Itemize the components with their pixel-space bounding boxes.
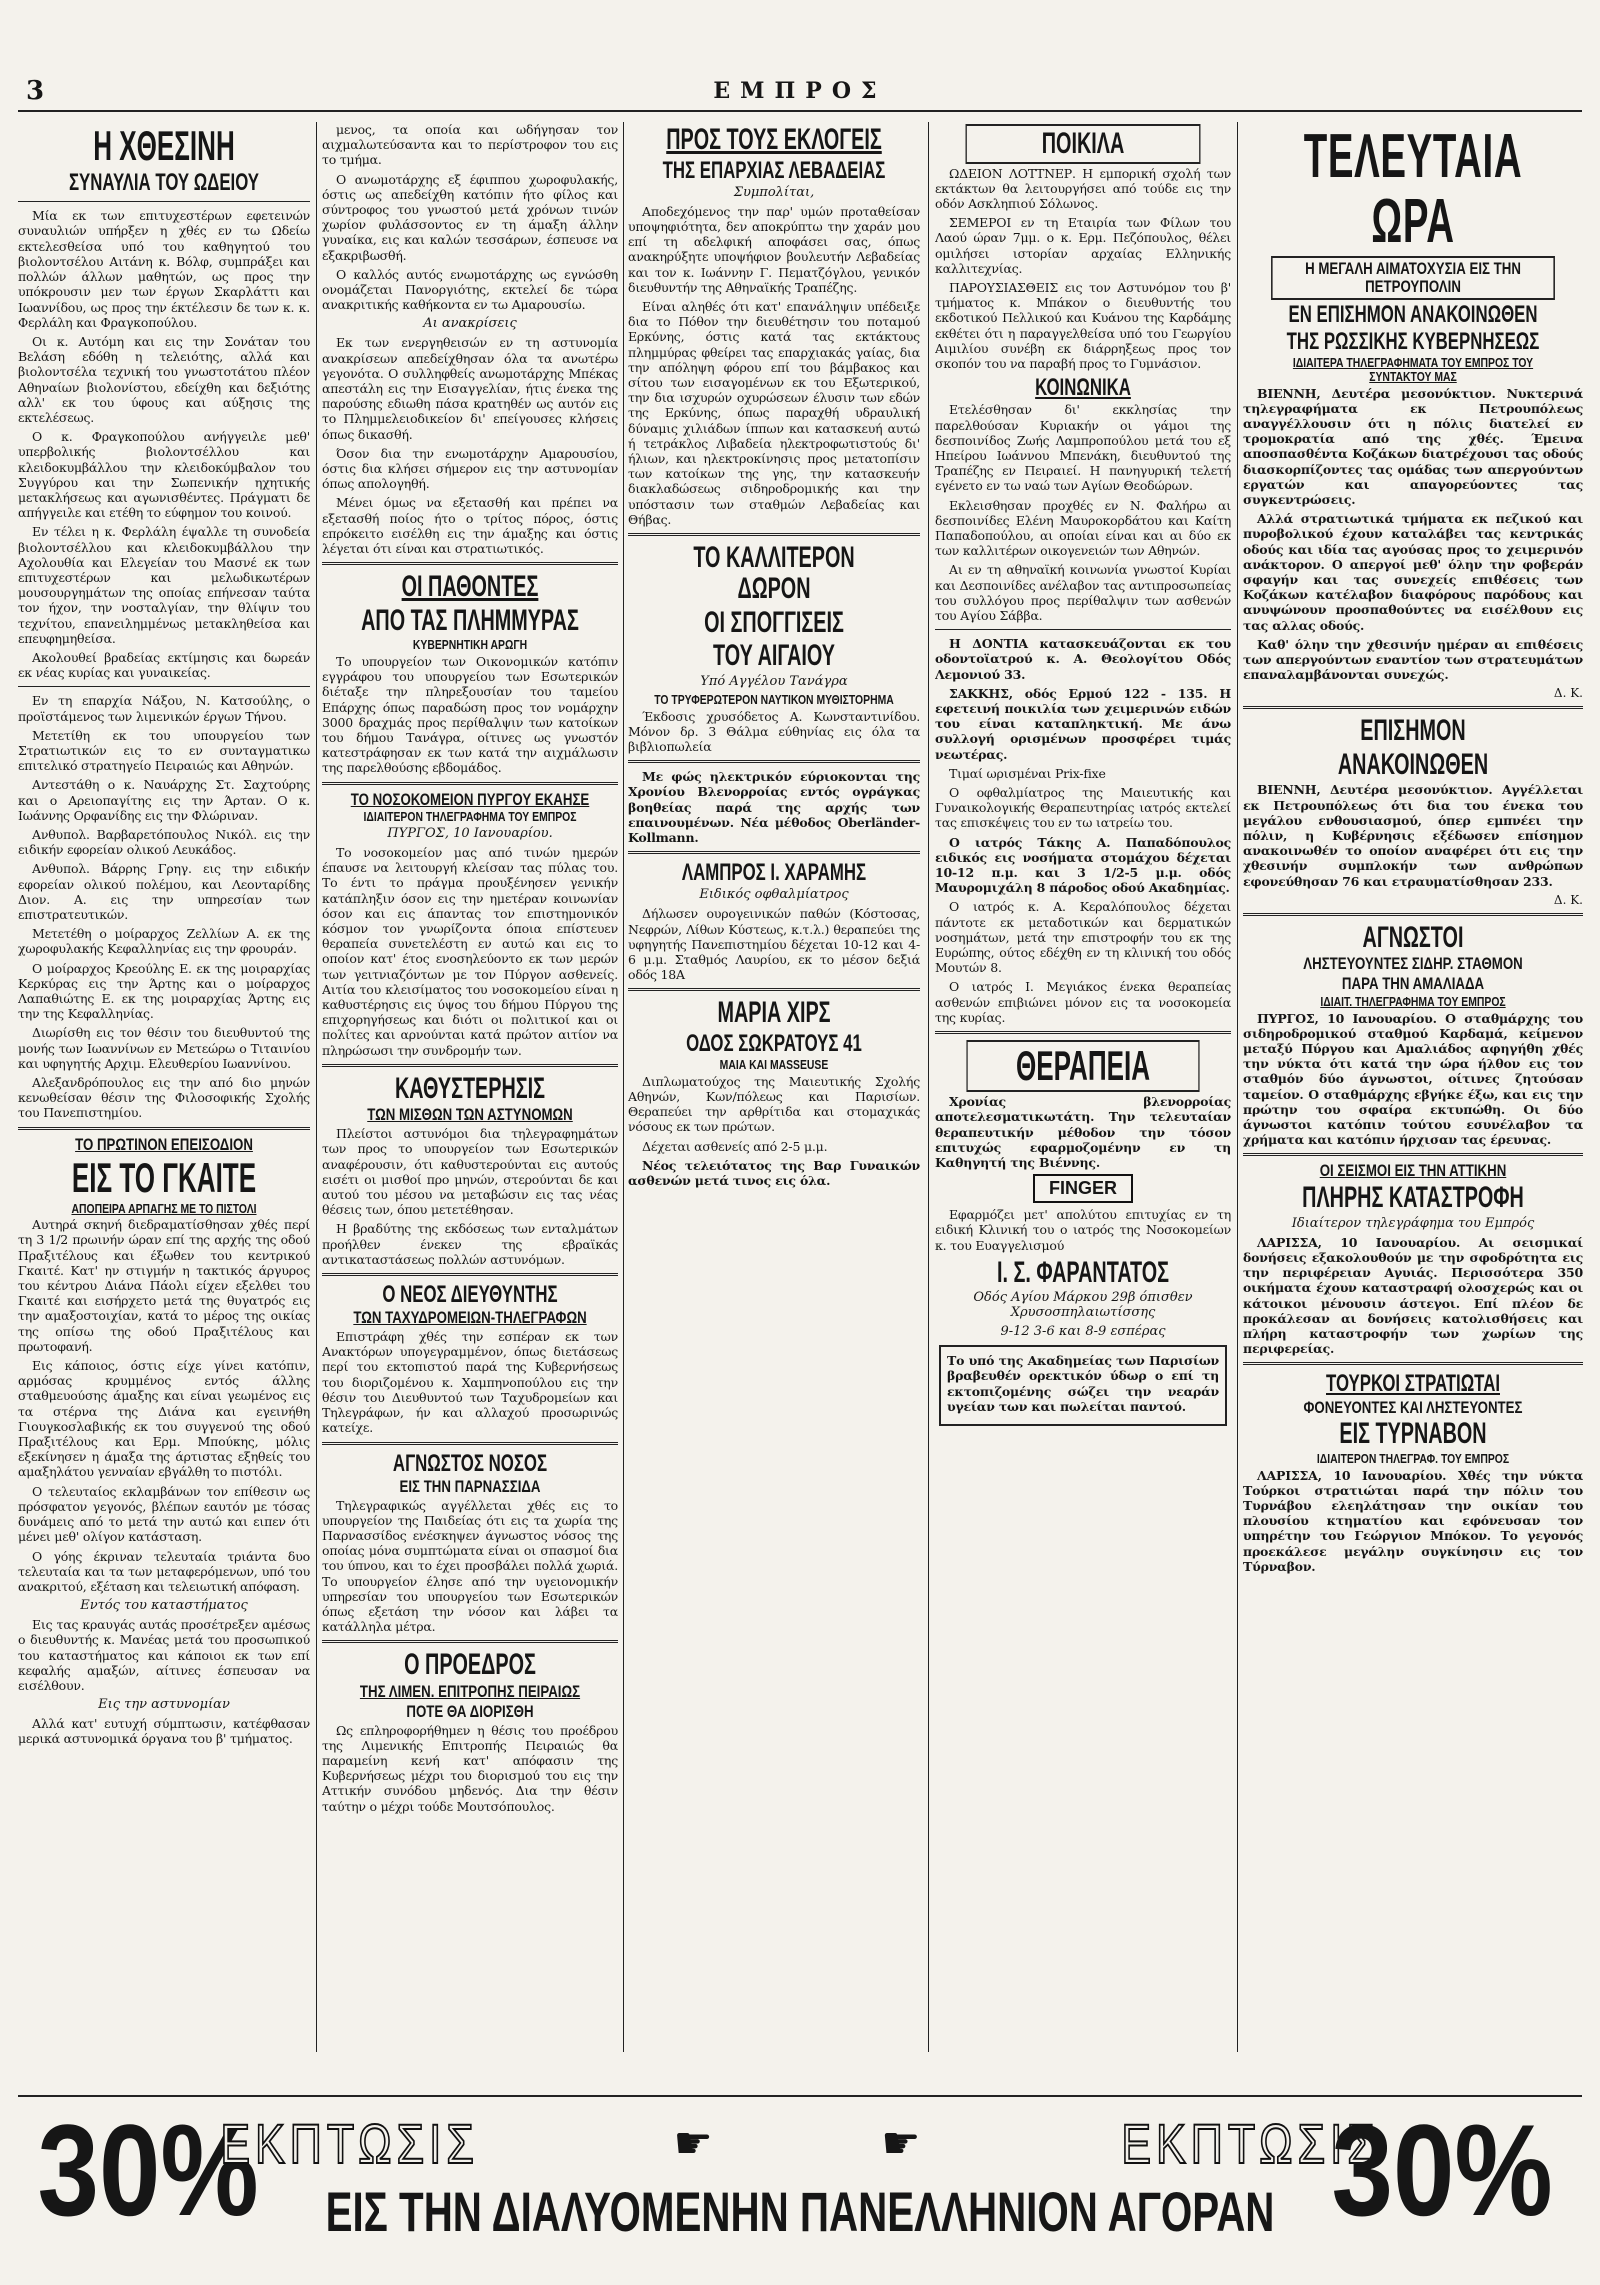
column-5 <box>1243 122 1583 2052</box>
paragraph: Αλλά στρατιωτικά τμήματα εκ πεζικού και πυροβολικού έχουν καταλάβει τας κεντρικάς οδούς και ιδία τας αγούσας προς το χειμερινόν ανάκτορον. Ο απεργοί μεθ' όλην την φοβεράν σφαγήν και τας συνεχείς επιθέσεις των Κοζάκων κατέλαβον διαφόρους παρόδους και ανυψώνουν προσπαθούντες να εισέλθουν εις τας αλλας οδούς. <box>1243 511 1583 633</box>
headline: ΤΟΥ ΑΙΓΑΙΟΥ <box>713 639 835 673</box>
kicker: Ειδικός οφθαλμίατρος <box>699 887 849 903</box>
article-body <box>18 1217 310 1746</box>
paragraph: Δήλωσεν ουρογεινικών παθών (Κόστοσας, Νεφρών, Λίθων Κύστεως, κ.τ.λ.) θεραπεύει της υφηγητής Πανεπιστημίου δέχεται 10-12 και 4-6 μ.μ. Σταθμός Λαυρίου, εκ το μέσον δεξιά οδός 18Α <box>628 906 920 983</box>
kicker: ΙΔΙΑΙΤΕΡΟΝ ΤΗΛΕΓΡΑΦ. ΤΟΥ ΕΜΠΡΟΣ <box>1316 1450 1510 1466</box>
author-line: Υπό Αγγέλου Τανάγρα <box>700 673 848 689</box>
paragraph: Διωρίσθη εις τον θέσιν του διευθυντού της μονής των Ιωαννίνων εν Μετεώρω ο Τιταινίου και υφηγητής Αρχιμ. Ελευθερίου Ιωαννίνου. <box>18 1025 310 1071</box>
headline: ΘΕΡΑΠΕΙΑ <box>966 1040 1199 1092</box>
banner-line-1 <box>188 2111 1412 2176</box>
headline: ΕΠΙΣΗΜΟΝ <box>1360 714 1466 748</box>
headline: ΠΡΟΣ ΤΟΥΣ ΕΚΛΟΓΕΙΣ <box>666 123 882 156</box>
paragraph: Αλλά κατ' ευτυχή σύμπτωσιν, κατέφθασαν μερικά αστυνομικά όργανα του β' τμήματος. <box>18 1716 310 1747</box>
headline: ΕΙΣ ΤΟ ΓΚΑΙΤΕ <box>71 1153 257 1201</box>
discount-word-right: ΕΚΠΤΩΣΙΣ <box>1121 2112 1380 2175</box>
subheadline: ΤΗΣ ΕΠΑΡΧΙΑΣ ΛΕΒΑΔΕΙΑΣ <box>662 156 886 184</box>
paragraph: ΠΑΡΟΥΣΙΑΣΘΕΙΣ εις τον Αστυνόμον του β' τμήματος κ. Μπάκον ο διευθυντής του εκδοτικού Πελλικού και Κυάνου της Καρδάμης εκθέτει ότι η παραγγελθείσα υπό του Γεωργίου Αιμιλίου συνέβη εκ διάρρηξεως προς τον σκοπόν του να παραβή προς το Γυμνάσιον. <box>935 279 1231 371</box>
paragraph: Εκλεισθησαν προχθές εν Ν. Φαλήρω αι δεσποινίδες Ελένη Μαυροκορδάτου και Καίτη Παπαδοπούλου, αι οποίαι είναι και αι δύο εκ των καλλιτέρων οικογενειών των Αθηνών. <box>935 497 1231 559</box>
subheadline: ΕΙΣ ΤΥΡΝΑΒΟΝ <box>1339 1417 1487 1451</box>
paragraph: Καθ' όλην την χθεσινήν ημέραν αι επιθέσεις των απεργούντων εναντίον των στρατευμάτων επαναλαμβάνονται συνεχώς. <box>1243 636 1583 683</box>
discount-word-left: ΕΚΠΤΩΣΙΣ <box>220 2112 479 2175</box>
subheadline: ΕΝ ΕΠΙΣΗΜΟΝ ΑΝΑΚΟΙΝΩΘΕΝ <box>1288 300 1538 328</box>
column-2 <box>322 122 618 2052</box>
paragraph: ΣΕΜΕΡΟΙ εν τη Εταιρία των Φίλων του Λαού ώραν 7μμ. ο κ. Ερμ. Πεζόπουλος, θέλει ομιλήσει ιστορίαν αρχαίας Ελληνικής καλλιτεχνίας. <box>935 215 1231 276</box>
newspaper-title: ΕΜΠΡΟΣ <box>713 78 887 104</box>
paragraph: Αυτηρά σκηνή διεδραματίσθησαν χθές περί τη 3 1/2 πρωινήν ώραν επί της αρχής της οδού Πραξιτέλους και έξωθεν του κεντρικού Γκαιτέ. Κατ' ην στιγμήν η τακτικός άργυρος του κέντρου Διάνα Πάολι είχεν εξελθει του Γκαιτέ και εισήρχετο μετά της θυγατρός εις την αμαξοστοιχίαν, κατά το μέρος της οικίας της οπίσω της οδού Πραξιτέλους και πρωτοφανή. <box>18 1217 310 1354</box>
column-rule <box>1237 122 1238 2052</box>
headline: ΑΓΝΩΣΤΟΣ ΝΟΣΟΣ <box>392 1449 548 1477</box>
column-rule <box>316 122 317 2052</box>
classified-ad: Ο ιατρός κ. Α. Κεραλόπουλος δέχεται πάντοτε εκ μεταδοτικών και δερματικών νοσημάτων, μετά την επιστροφήν του εκ της Ευρώπης, ούτος εδέχθη εν τη κλινική του οδός Μουτών 8. <box>935 899 1231 976</box>
paragraph: Ο γόης έκριναν τελευταία τριάντα δυο τελευταία και τα των μεταφερόμενων, υπό του ανακριτού, εξέταση και τελειωτική απόφαση. <box>18 1548 310 1594</box>
headline: ΤΟ ΚΑΛΛΙΤΕΡΟΝ ΔΩΡΟΝ <box>693 540 855 606</box>
article-body <box>18 208 310 680</box>
salutation: Συμπολίται, <box>733 184 815 200</box>
paragraph: Πλείστοι αστυνόμοι δια τηλεγραφημάτων των προς το υπουργείον των Εσωτερικών αναφέρουσιν, ότι καθυστερούνται εις αυτούς εισέτι οι μισθοί προ μηνών, στερούνται δε και αυτού του μέσου να μεταβώσιν εις τας νέας θέσεις των, όπου μετετέθησαν. <box>322 1126 618 1218</box>
headline: ΟΙ ΣΕΙΣΜΟΙ ΕΙΣ ΤΗΝ ΑΤΤΙΚΗΝ <box>1319 1161 1507 1181</box>
paragraph: Τηλεγραφικώς αγγέλλεται χθές εις το υπουργείον της Παιδείας ότι εις τα χωρία της Παρνασσίδος ενέσκηψεν άγνωστος νόσος της οποίας μόνα συμπτώματα είναι οι σπασμοί δια του ύπνου, και το έχει προσβάλει πολλά χωριά. Το υπουργείον έλησε από την υγειονομικήν υπηρεσίαν του υπουργείου των Εσωτερικών όπως εξετάση την νόσον και λάβει τα κατάλληλα μέτρα. <box>322 1497 618 1635</box>
discount-percent-right: 30% <box>1331 2097 1553 2243</box>
subheadline: Η ΜΕΓΑΛΗ ΑΙΜΑΤΟΧΥΣΙΑ ΕΙΣ ΤΗΝ ΠΕΤΡΟΥΠΟΛΙΝ <box>1271 256 1555 300</box>
classified-ad: Τιμαί ωρισμέναι Prix-fixe <box>949 765 1106 781</box>
finger-label: FINGER <box>1033 1174 1133 1203</box>
headline: Ο ΝΕΟΣ ΔΙΕΥΘΥΝΤΗΣ <box>382 1281 558 1309</box>
paragraph: Ως επληροφορήθημεν η θέσις του προέδρου της Λιμενικής Επιτροπής Πειραιώς θα παραμείνη κενή κατ' απόφασιν της Κυβερνήσεως μέχρι του διορισμού του εις την Αττικήν συνόδου μηδενός. Δια την θέσιν ταύτην ο μέχρι τούδε Μουτσόπουλος. <box>322 1722 618 1814</box>
paragraph: Ανθυπολ. Βάρρης Γρηγ. εις την ειδικήν εφορείαν ολικού πολέμου, και Λεονταρίδης Διον. Α. εις την υπηρεσίαν των επιστρατευτικών. <box>18 861 310 923</box>
kicker: ΜΑΙΑ ΚΑΙ MASSEUSE <box>719 1057 829 1073</box>
paragraph: Εν τη επαρχία Νάξου, Ν. Κατσούλης, ο προϊστάμενος των λιμενικών έργων Τήνου. <box>18 693 310 724</box>
subheadline: ΟΔΟΣ ΣΩΚΡΑΤΟΥΣ 41 <box>686 1029 862 1057</box>
paragraph: Αντεστάθη ο κ. Ναυάρχης Στ. Σαχτούρης και ο Αρειοπαγίτης εις την Άρταν. Ο κ. Ιωάννης Ορφανίδης εις την Φλώριναν. <box>18 777 310 823</box>
subheadline: ΣΥΝΑΥΛΙΑ ΤΟΥ ΩΔΕΙΟΥ <box>68 169 260 197</box>
paragraph: Το υπουργείον των Οικονομικών κατόπιν εγγράφου του υπουργείου των Εσωτερικών διέταξε την πληρεξουσίαν του ταμείου Επάρχης όπως παραδώση προς τον νομάρχην 3000 δραχμάς προς περίθαλψιν των κατοίκων του δήμου Τανάγρα, οίτινες ως γνωστόν κατεστράφησαν εκ των κατά την αιχμάλωσιν της παρελθούσης εβδομάδος. <box>322 653 618 776</box>
paragraph: ΒΙΕΝΝΗ, Δευτέρα μεσονύκτιον. Νυκτερινά τηλεγραφήματα εκ Πετρουπόλεως αναγγέλλουσιν ότι η πόλις διατελεί εν τρομοκρατία από της χθές. Έμεινα αποσπασθέντα Κοζάκων διατρέχουσι τας οδούς διασκορπίζοντες τας ομάδας των απεργούντων εργατών και απαγορεύοντες τας συγκεντρώσεις. <box>1243 385 1583 507</box>
paragraph: ΒΙΕΝΝΗ, Δευτέρα μεσονύκτιον. Αγγέλλεται εκ Πετρουπόλεως ότι δια του ένεκα του μεγάλου ενθουσιασμού, όπερ εμπνέει την πόλιν, η Κυβέρνησις εξέδωσεν επίσημον ανακοινωθέν το οποίον αναφέρει ότι εις την χθεσινήν συμπλοκήν των ανθρώπων εφονεύθησαν 76 και ετραυματίσθησαν 233. <box>1243 782 1583 889</box>
paragraph: Ο μοίραρχος Κρεούλης Ε. εκ της μοιραρχίας Κερκύρας εις την Άρτης και ο μοίραρχος Λαπαθιώτης Ε. εκ της μοιραρχίας Άρτης εις την της Κεφαλληνίας. <box>18 960 310 1022</box>
paragraph: Οι κ. Αυτόμη και εις την Σονάταν του Βελάση εδόθη η τελειότης, αλλά και βιολοντσέλα τεχνική του γνωστοτάτου πλέον Αθηναίων βιολονίστου, εδείχθη και δεξιότης αλλ' εκ του ύφους και αύξησις της εκτελέσεως. <box>18 333 310 425</box>
classified-ad: Ο ιατρός Ι. Μεγιάκος ένεκα θεραπείας ασθενών επιβιώνει μόνον εις τα νοσοκομεία της κυρίας. <box>935 979 1231 1025</box>
paragraph: Αλεξανδρόπουλος εις την από διο μηνών κενωθείσαν θέσιν της Φιλοσοφικής Σχολής του Πανεπιστημίου. <box>18 1075 310 1121</box>
headline: ΚΟΙΝΩΝΙΚΑ <box>1035 374 1131 402</box>
column-1 <box>18 122 310 2052</box>
dateline: ΠΥΡΓΟΣ, 10 Ιανουαρίου. <box>387 826 553 842</box>
headline: ΤΟ ΝΟΣΟΚΟΜΕΙΟΝ ΠΥΡΓΟΥ ΕΚΑΗΣΕ <box>350 789 590 809</box>
subheadline: ΑΠΟΠΕΙΡΑ ΑΡΠΑΓΗΣ ΜΕ ΤΟ ΠΙΣΤΟΛΙ <box>71 1200 257 1216</box>
paragraph: Όσον δια την ενωμοτάρχην Αμαρουσίου, όστις δια κλήσει σήμερον εις την αστυνομίαν όπως απολογηθή. <box>322 445 618 492</box>
paragraph: Μετετέθη ο μοίραρχος Ζελλίων Α. εκ της χωροφυλακής Κεφαλληνίας εις την φρουράν. <box>18 926 310 957</box>
pointing-hand-icon: ☛ <box>881 2119 927 2168</box>
page-number: 3 <box>26 76 45 106</box>
classified-ad: ΣΑΚΚΗΣ, οδός Ερμού 122 - 135. Η εφετεινή ποικιλία των χειμερινών ειδών του είναι καταπληκτική. Με άνω συλλογή ορισμένων προσφέρει τιμάς νεωτέρας. <box>935 685 1231 762</box>
paragraph: Νέος τελειότατος της Βαρ Γυναικών ασθενών μετά τινος εις όλα. <box>628 1157 920 1188</box>
doctor-name: Ι. Σ. ΦΑΡΑΝΤΑΤΟΣ <box>996 1255 1170 1289</box>
pointing-hand-icon: ☛ <box>673 2119 719 2168</box>
headline: ΤΕΛΕΥΤΑΙΑ ΩΡΑ <box>1303 122 1523 257</box>
paragraph: Ο κ. Φραγκοπούλου ανήγγειλε μεθ' υπερβολικής βιολοντσέλλου και κλειδοκυμβάλλου την κλειδοκύμβαλον του Συγγύρου και την Σωπενικήν ηχητικής μετακλήσεως και αγωνισθέντες. Πράγματι δε απήγγειλε και ετέθη το εύφημον του κοινού. <box>18 429 310 521</box>
paragraph: Διπλωματούχος της Μαιευτικής Σχολής Αθηνών, Κων/πόλεως και Παρισίων. Θεραπεύει την αρθρίτιδα και στομαχικάς νόσους εκ των πρώτων. <box>628 1073 920 1135</box>
paragraph: ΛΑΡΙΣΣΑ, 10 Ιανουαρίου. Χθές την νύκτα Τούρκοι στρατιώται παρά την πόλιν του Τυρνάβου ελεηλάτησαν την οικίαν του πλουσίου κτηματίου και εφόνευσαν τον υπηρέτην του Γεώργιον Μπόκον. Το γεγονός προεκάλεσε μεγάλην συγκίνησιν εις τον Τύρναβον. <box>1243 1467 1583 1574</box>
paragraph: Με φώς ηλεκτρικόν εύριοκονται της Χρονίου Βλενορροίας εντός ογράγκας βοηθείας παρά της αρχής των επαινουμένων. Νέα μέθοδος Oberländer-Kollmann. <box>628 769 920 846</box>
paragraph: ΛΑΡΙΣΣΑ, 10 Ιανουαρίου. Αι σεισμικαί δονήσεις εξακολουθούν με την σφοδρότητα εις την περιφέρειαν Αγυιάς. Περισσότερα 350 οικήματα έχουν καταστραφή ολοσχερώς και οι κάτοικοι μένουσιν άστεγοι. Επί πλέον δε προκάλεσαν αι δονήσεις κατολισθήσεις και πλήρη καταστροφήν των χωρίων της περιφερείας. <box>1243 1234 1583 1357</box>
paragraph: Χρονίας βλενορροίας αποτελεσματικωτάτη. Την τελευταίαν θεραπευτικήν μέθοδον την τόσον επιτυχώς εφαρμοζομένην εν τη Καθηγητή της Βιέννης. <box>935 1094 1231 1170</box>
paragraph: Είναι αληθές ότι κατ' επανάληψιν υπέδειξε δια το Πόθον την διευθέτησιν του ποταμού Ερκύνης, όστις κατά τας εκτάκτους πλημμύρας φθείρει τας επαρχιακάς γαίας, δια την απόληψη φόρου επί του βάμβακος και σίτου των εισαγομένων εκ του Εξωτερικού, την δια ισχυρών οχυρώσεων έλυσιν των εδών της Ερκύνης, όπως παραχθή υδραυλική δύναμις χιλιάδων ίππων και κατασκευή αυτώ ή τετράκλος Λιβαδεία ηλεκτροφωτιστούς δι' ήλιων, και ηλεκτροκίνησις προς μετατοπίσιν των κατοίκων της γης, την κατασκευήν διακλαδώσεως σιδηροδρομικής και την υπόστασιν των σταθμών Λεβαδείας και Θήβας. <box>628 298 920 527</box>
subheadline: ΦΟΝΕΥΟΝΤΕΣ ΚΑΙ ΛΗΣΤΕΥΟΝΤΕΣ <box>1303 1397 1523 1417</box>
column-rule <box>928 122 929 2052</box>
subheadline: ΤΗΣ ΛΙΜΕΝ. ΕΠΙΤΡΟΠΗΣ ΠΕΙΡΑΙΩΣ <box>359 1681 581 1701</box>
headline: ΚΑΘΥΣΤΕΡΗΣΙΣ <box>394 1071 546 1105</box>
bottom-banner-ad <box>18 2095 1582 2247</box>
ad-box <box>939 1345 1227 1426</box>
paragraph: Δέχεται ασθενείς από 2-5 μ.μ. <box>642 1138 828 1154</box>
paragraph: Ο καλλός αυτός ενωμοτάρχης ως εγνώσθη ονομάζεται Πανοργιότης, εκτελεί δε τώρα ανακριτικής καθήκοντα εν τω Αμαρουσίω. <box>322 266 618 313</box>
paragraph: Εις κάποιος, όστις είχε γίνει κατόπιν, αρμόσας κρυμμένος εντός άλλης σταθμευούσης άμαξης και είναι γεωμένος εις τα στέρνα της Διάνα και εγεινήθη Γιουγκοσλαβικής εκ του συγγενού της οδού Πραξιτέλους και Ερμ. Μπούκης, μόλις εξεκίνησεν η άμαξα της άρτιστας εξηθείς του αμαξηλάτου γενναίαν εβγάλθη το πιστόλι. <box>18 1358 310 1480</box>
section-subhead: Εις την αστυνομίαν <box>98 1697 230 1713</box>
paragraph: Η βραδύτης της εκδόσεως των ενταλμάτων προήλθεν ένεκεν της εβραϊκάς αντικαταστάσεως πολλών αστυνόμων. <box>322 1221 618 1267</box>
paragraph: Εν τέλει η κ. Φερλάλη έψαλλε τη συνοδεία βιολοντσέλλου και κλειδοκυμβάλλου την Αχολουθία και Ελεγείαν του Μασνέ εκ των επιτυχεστέρων και μελωδικωτέρων μουσουργημάτων της οποίας επήνεσαν ταύτα τον ήχον, την νοσταλγίαν, την θλίψιν του τεχνίτου, επανειλημμένως μετακληθείσα και επευφημηθείσα. <box>18 524 310 646</box>
section-subhead: Αι ανακρίσεις <box>423 316 517 332</box>
kicker: ΙΔΙΑΙΤΕΡΑ ΤΗΛΕΓΡΑΦΗΜΑΤΑ ΤΟΥ ΕΜΠΡΟΣ ΤΟΥ ΣΥΝΤΑΚΤΟΥ ΜΑΣ <box>1292 355 1534 384</box>
classified-ad: Η ΔΟΝΤΙΑ κατασκευάζονται εκ του οδοντοϊατρού κ. Α. Θεολογίτου Οδός Λεμονιού 33. <box>935 636 1231 682</box>
headline: ΛΑΜΠΡΟΣ Ι. ΧΑΡΑΜΗΣ <box>681 859 867 887</box>
hours: 9-12 3-6 και 8-9 εσπέρας <box>1000 1324 1166 1340</box>
paragraph: Ακολουθεί βραδείας εκτίμησις και δωρεάν εκ νέας κυρίας και γυναικείας. <box>18 649 310 681</box>
paragraph: Επιστράφη χθές την εσπέραν εκ των Ανακτόρων υπογεγραμμένον, όπως διετάσεως περί του εκτοπιστού παρά της Κυβερνήσεως του διοριζομένου κ. Χαμπηνοπούλου εις την θέσιν του Διευθυντού των Ταχυδρομείων και Τηλεγράφων, ήν και αλλαχού προσωρινώς κατείχε. <box>322 1329 618 1436</box>
signature: Δ. Κ. <box>1553 686 1583 701</box>
paragraph: Το νοσοκομείον μας από τινών ημερών έπαυσε να λειτουργή κλείσαν τας πύλας του. Το έντι το πράγμα προυξένησεν γενικήν κατάπληξιν όσον εις την ημετέραν κοινωνίαν όσον και εις άπαντας τον επιστημονικόν κόσμον τον γνωρίζοντα όποια επίστευεν θεραπεία συνετελέστη εν αυτώ και εις το οποίον κατ' έτος ενοσηλεύοντο εκ των μερών των γειτνιαζόντων με τον Πύργον ασθενείς. Αιτία του κλεισίματος του νοσοκομείου είναι η καθυστέρησις εις ύψος του δήμου Πύργου της επιχορηγήσεως και διότι οι πολιτικοί και οι πολίτες και αρνούνται κατά πρώτον αιτίον να πληρώσωσι την συνδρομήν των. <box>322 845 618 1058</box>
paragraph: Μετετίθη εκ του υπουργείου των Στρατιωτικών εις το εν συνταγματικω επιτελικό στρατηγείο Πειραιώς και Αθηνών. <box>18 727 310 774</box>
kicker: ΤΟ ΤΡΥΦΕΡΩΤΕΡΟΝ ΝΑΥΤΙΚΟΝ ΜΥΘΙΣΤΟΡΗΜΑ <box>654 691 894 707</box>
kicker: ΤΟ ΠΡΩΤΙΝΟΝ ΕΠΕΙΣΟΔΙΟΝ <box>75 1134 253 1154</box>
paragraph: Μία εκ των επιτυχεστέρων εφετεινών συναυλιών υπήρξεν η χθές εν τω Ωδείω εκτελεσθείσα υπό του καθηγητού του βιολοντσέλου Αιτάνη κ. Βόλφ, συμπράξει και πολλών άλλων μαθητών, ως προς την υπόκρουσιν μεν των έργων Σκαρλάττι και Ιωαννίδου, ως προς την έκτέλεσιν δε των κ. κ. Φερλάλη και Φραγκοπούλου. <box>18 208 310 330</box>
paragraph: Μένει όμως να εξετασθή και πρέπει να εξετασθή ποίος ήτο ο τρίτος πόρος, όστις επρόκειτο εισέλθη εις την άμαξης και όστις λέγεται ότι είναι και στρατιωτικός. <box>322 495 618 557</box>
subheadline: ΤΩΝ ΤΑΧΥΔΡΟΜΕΙΩΝ-ΤΗΛΕΓΡΑΦΩΝ <box>353 1308 587 1328</box>
paragraph: Ετελέσθησαν δι' εκκλησίας την παρελθούσαν Κυριακήν οι γάμοι της δεσποινίδος Ζωής Λαμπροπούλου μετά του εξ Ηπείρου Ιωάννου Μπενάκη, διευθυντού της Τραπέζης εν Πειραιεί. Η πανηγυρική τελετή εγένετο εν τω ναώ των Αγίων Θεοδώρων. <box>935 402 1231 494</box>
address: Οδός Αγίου Μάρκου 29β όπισθεν Χρυσοσπηλαιωτίσσης <box>973 1290 1193 1321</box>
paragraph: ΠΥΡΓΟΣ, 10 Ιανουαρίου. Ο σταθμάρχης του σιδηροδρομικού σταθμού Καρδαμά, κείμενον μεταξύ Πύργου και Αμαλιάδος αφηγήθη χθές την νύκτα ότι κατά την ώρα ήλθον εις τον σταθμόν δύο άγνωστοι, οίτινες ζητούσαν ταμείον. Ο σταθμάρχης εβγήκε έξω, και εις την πρώτην του σφαίρα εκτυπώθη. Οι δύο άγνωστοι κατόπιν τούτου εσυνέλαβον τα χρήματα και κατόπιν ήρχισαν τας έρευνας. <box>1243 1010 1583 1148</box>
column-4 <box>935 122 1231 2052</box>
kicker: ΙΔΙΑΙΤΕΡΟΝ ΤΗΛΕΓΡΑΦΗΜΑ ΤΟΥ ΕΜΠΡΟΣ <box>363 809 577 825</box>
kicker: ΙΔΙΑΙΤ. ΤΗΛΕΓΡΑΦΗΜΑ ΤΟΥ ΕΜΠΡΟΣ <box>1320 994 1506 1009</box>
classified-ad: Ο ιατρός Τάκης Α. Παπαδόπουλος ειδικός εις νοσήματα στομάχου δέχεται 10-12 π.μ. και 3 1/2-5 μ.μ. οδός Μαυρομιχάλη 8 πάροδος οδού Ακαδημίας. <box>935 834 1231 896</box>
headline: ΤΟΥΡΚΟΙ ΣΤΡΑΤΙΩΤΑΙ <box>1326 1370 1500 1398</box>
signature: Δ. Κ. <box>1553 892 1583 907</box>
headline: ΑΓΝΩΣΤΟΙ <box>1362 920 1464 954</box>
kicker: Ιδιαίτερον τηλεγράφημα του Εμπρός <box>1291 1215 1535 1231</box>
headline: Ο ΠΡΟΕΔΡΟΣ <box>404 1648 536 1682</box>
paragraph: Εκ των ενεργηθεισών εν τη αστυνομία ανακρίσεων απεδείχθησαν όλα τα ανωτέρω γεγονότα. Ο συλληφθείς ανωμοτάρχης Μπέκας απεστάλη εις την Εισαγγελίαν, ήτις ένεκα της παρούσης εδιωθη πάσα κρατηθέν ως αυτόν εις το Πλημμελειοδικείον δι' επείγουσες κλήσεις όπως δικασθή. <box>322 335 618 442</box>
paragraph: Εφαρμόζει μετ' απολύτου επιτυχίας εν τη ειδική Κλινική του ο ιατρός της Νοσοκομείων κ. του Ευαγγελισμού <box>935 1207 1231 1253</box>
column-rule <box>623 122 624 2052</box>
subheadline: ΤΩΝ ΜΙΣΘΩΝ ΤΩΝ ΑΣΤΥΝΟΜΩΝ <box>367 1105 573 1125</box>
headline: ΠΟΙΚΙΛΑ <box>966 124 1201 164</box>
subheadline: ΠΑΡΑ ΤΗΝ ΑΜΑΛΙΑΔΑ <box>1341 974 1485 994</box>
paragraph: ΩΔΕΙΟΝ ΛΟΤΤΝΕΡ. Η εμπορική σχολή των εκτάκτων θα λειτουργήσει από τούδε εις την οδόν Ασκληπιού Σόλωνος. <box>935 165 1231 211</box>
page-header <box>18 70 1582 112</box>
headline: ΟΙ ΠΑΘΟΝΤΕΣ <box>401 570 539 604</box>
headline: ΟΙ ΣΠΟΓΓΙΣΕΙΣ <box>704 605 844 639</box>
classified-ad: Ο οφθαλμίατρος της Μαιευτικής και Γυναικολογικής Θεραπευτηρίας ιατρός εκτελεί τας επισκέψεις του εν τω ιατρείω του. <box>935 785 1231 831</box>
subheadline: ΠΛΗΡΗΣ ΚΑΤΑΣΤΡΟΦΗ <box>1302 1181 1524 1215</box>
subheadline: ΕΙΣ ΤΗΝ ΠΑΡΝΑΣΣΙΔΑ <box>399 1476 541 1496</box>
paragraph: μενος, τα οποία και ωδήγησαν τον αιχμαλωτεύσαντα και το περίστροφον του εις το τμήμα. <box>322 122 618 168</box>
kicker: ΚΥΒΕΡΝΗΤΙΚΗ ΑΡΩΓΗ <box>412 637 528 653</box>
paragraph: Ανθυπολ. Βαρβαρετόπουλος Νικόλ. εις την ειδικήν εφορείαν ολικού Λευκάδος. <box>18 827 310 858</box>
kicker: ΠΟΤΕ ΘΑ ΔΙΟΡΙΣΘΗ <box>406 1701 534 1721</box>
subheadline: ΛΗΣΤΕΥΟΥΝΤΕΣ ΣΙΔΗΡ. ΣΤΑΘΜΟΝ <box>1303 954 1523 974</box>
subheadline: ΑΠΟ ΤΑΣ ΠΛΗΜΜΥΡΑΣ <box>361 603 579 637</box>
paragraph: Έκδοσις χρυσόδετος Α. Κωνσταντινίδου. Μόνον δρ. 3 Θάλμα εύθηνίας εις όλα τα βιβλιοπωλεία <box>628 708 920 754</box>
paragraph: Το υπό της Ακαδημείας των Παρισίων βραβευθέν ορεκτικόν ύδωρ ο επί τη εκτοπιζομένης σώζει την νεαράν υγείαν των και πωλείται παντού. <box>947 1353 1219 1414</box>
paragraph: Αι εν τη αθηναϊκή κοινωνία γνωστοί Κυρίαι και Δεσποινίδες ανέλαβον τας αντιπροσωπείας του συλλόγου προς περίθαλψιν των ασθενών του Αγίου Σάββα. <box>935 562 1231 623</box>
paragraph: Ο ανωμοτάρχης εξ έφιππου χωροφυλακής, όστις ως απεδείχθη κατόπιν ήτο φίλος και σύντροφος του γνωστού μετά χρόνων τινών χωρίον φυλάσσοντος εν τη άμαξη άλλην γυναίκα, εις και καλών τεσσάρων, έσπευσε να εξακριβωσθή. <box>322 171 618 263</box>
paragraph: Ο τελευταίος εκλαμβάνων τον επίθεσιν ως πρόσφατον γεγονός, βλέπων εαυτόν με τόσας δυνάμεις από το μετά την αυτώ και ειπεν ότι μένει μεθ' ολίγον κατάσταση. <box>18 1483 310 1545</box>
paragraph: Εις τας κραυγάς αυτάς προσέτρεξεν αμέσως ο διευθυντής κ. Μανέας μετά του προσωπικού του καταστήματος και κάποιοι εκ των επί κεφαλής αμαξών, αίτινες έσπευσαν να εισέλθουν. <box>18 1617 310 1693</box>
column-3 <box>628 122 920 2052</box>
discount-percent-left: 30% <box>37 2097 259 2243</box>
headline: Η ΧΘΕΣΙΝΗ <box>93 122 235 169</box>
paragraph: Αποδεχόμενος την παρ' υμών προταθείσαν υποψηφιότητα, δεν αποκρύπτω την χαράν μου επί τη αδελφική αποφάσει σας, όπως ανακηρύξητε υποψήφιον βουλευτήν Λεβαδείας και τον κ. Ιωάννην Γ. Πεματζόγλου, γενικόν διευθυντήν της Αθηναϊκής Τραπέζης. <box>628 203 920 295</box>
subheadline: ΑΝΑΚΟΙΝΩΘΕΝ <box>1337 747 1489 781</box>
subheadline: ΤΗΣ ΡΩΣΣΙΚΗΣ ΚΥΒΕΡΝΗΣΕΩΣ <box>1286 328 1540 356</box>
section-subhead: Εντός του καταστήματος <box>80 1598 248 1614</box>
appointments-list <box>18 693 310 1120</box>
headline: ΜΑΡΙΑ ΧΙΡΣ <box>717 996 831 1030</box>
banner-line-2: ΕΙΣ ΤΗΝ ΔΙΑΛΥΟΜΕΝΗΝ ΠΑΝΕΛΛΗΝΙΟΝ ΑΓΟΡΑΝ <box>325 2180 1275 2243</box>
